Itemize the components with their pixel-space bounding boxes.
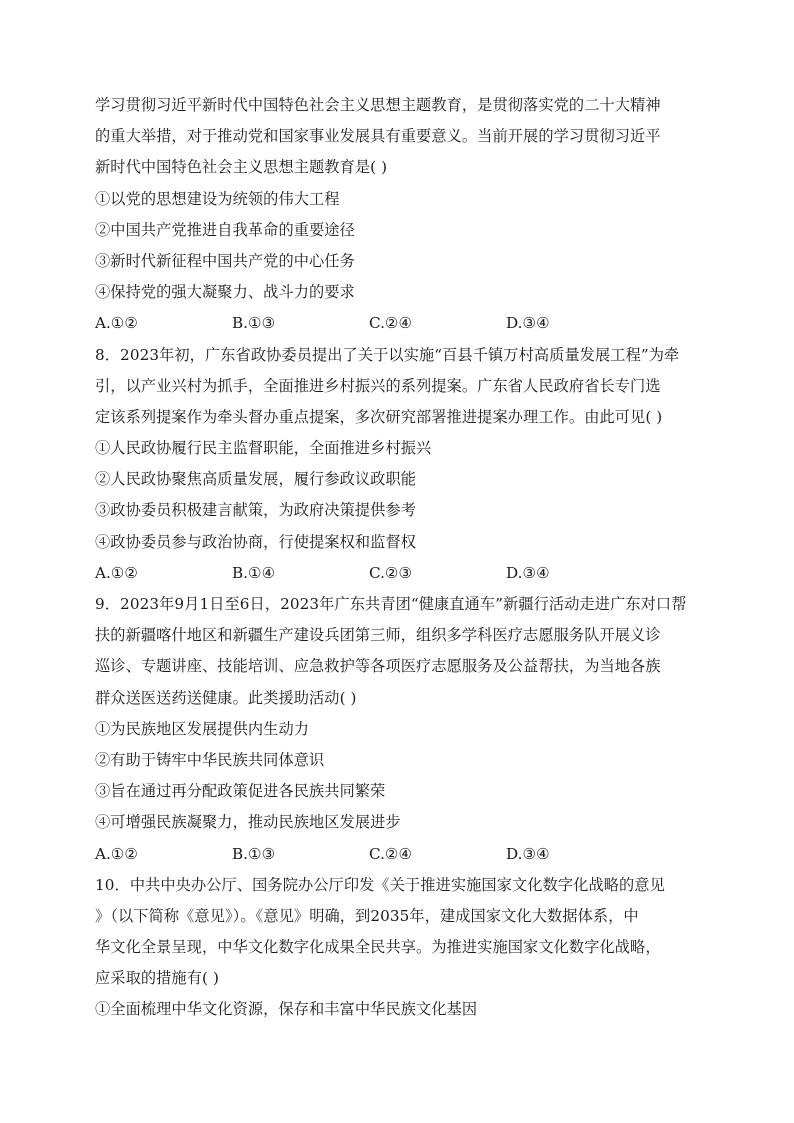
- answer-options: [95, 839, 705, 870]
- question-stem-line: 》（以下简称《意见》）。《意见》明确，到2035年，建成国家文化大数据体系，中: [95, 906, 639, 925]
- statement-1: ①以党的思想建设为统领的伟大工程: [95, 189, 340, 208]
- answer-options: [95, 308, 705, 339]
- option-c: C.②④: [369, 844, 413, 863]
- exam-page: [95, 90, 705, 1026]
- option-c: C.②③: [369, 563, 413, 582]
- question-8: [95, 340, 705, 590]
- option-b: B.①④: [232, 563, 276, 582]
- option-b: B.①③: [232, 844, 276, 863]
- question-stem-line: 扶的新疆喀什地区和新疆生产建设兵团第三师，组织多学科医疗志愿服务队开展义诊: [95, 626, 661, 645]
- statement-1: ①人民政协履行民主监督职能，全面推进乡村振兴: [95, 439, 432, 458]
- question-stem-line: 的重大举措，对于推动党和国家事业发展具有重要意义。当前开展的学习贯彻习近平: [95, 127, 661, 146]
- question-stem-line: 9．2023年9月1日至6日，2023年广东共青团“健康直通车”新疆行活动走进广东对口帮: [95, 595, 687, 613]
- question-9: [95, 589, 705, 870]
- question-stem-line: 学习贯彻习近平新时代中国特色社会主义思想主题教育，是贯彻落实党的二十大精神: [95, 96, 661, 114]
- option-d: D.③④: [506, 314, 550, 333]
- statement-2: ②有助于铸牢中华民族共同体意识: [95, 750, 325, 769]
- statement-1: ①为民族地区发展提供内生动力: [95, 719, 310, 738]
- option-d: D.③④: [506, 563, 550, 582]
- statement-3: ③新时代新征程中国共产党的中心任务: [95, 251, 355, 270]
- question-stem-line: 引，以产业兴村为抓手，全面推进乡村振兴的系列提案。广东省人民政府省长专门选: [95, 376, 661, 395]
- statement-2: ②人民政协聚焦高质量发展，履行参政议政职能: [95, 470, 417, 489]
- question-stem-line: 应采取的措施有( ): [95, 969, 219, 988]
- statement-4: ④保持党的强大凝聚力、战斗力的要求: [95, 283, 355, 302]
- question-stem-line: 群众送医送药送健康。此类援助活动( ): [95, 688, 357, 707]
- statement-4: ④政协委员参与政治协商，行使提案权和监督权: [95, 532, 417, 551]
- question-stem-line: 定该系列提案作为牵头督办重点提案，多次研究部署推进提案办理工作。由此可见( ): [95, 407, 663, 426]
- statement-1: ①全面梳理中华文化资源，保存和丰富中华民族文化基因: [95, 1000, 478, 1019]
- statement-3: ③政协委员积极建言献策，为政府决策提供参考: [95, 501, 417, 520]
- option-a: A.①②: [95, 844, 139, 863]
- question-stem-line: 华文化全景呈现，中华文化数字化成果全民共享。为推进实施国家文化数字化战略，: [95, 938, 661, 957]
- statement-3: ③旨在通过再分配政策促进各民族共同繁荣: [95, 782, 386, 801]
- option-c: C.②④: [369, 314, 413, 333]
- question-stem-line: 新时代中国特色社会主义思想主题教育是( ): [95, 158, 388, 177]
- option-d: D.③④: [506, 844, 550, 863]
- question-stem-line: 8．2023年初，广东省政协委员提出了关于以实施“百县千镇万村高质量发展工程”为牵: [95, 345, 680, 364]
- question-10: [95, 870, 705, 1026]
- option-b: B.①③: [232, 314, 276, 333]
- option-a: A.①②: [95, 563, 139, 582]
- question-7: [95, 90, 705, 340]
- question-stem-line: 巡诊、专题讲座、技能培训、应急救护等各项医疗志愿服务及公益帮扶，为当地各族: [95, 657, 661, 676]
- option-a: A.①②: [95, 314, 139, 333]
- question-stem-line: 10．中共中央办公厅、国务院办公厅印发《关于推进实施国家文化数字化战略的意见: [95, 875, 665, 894]
- statement-2: ②中国共产党推进自我革命的重要途径: [95, 220, 355, 239]
- statement-4: ④可增强民族凝聚力，推动民族地区发展进步: [95, 813, 401, 832]
- answer-options: [95, 558, 705, 589]
